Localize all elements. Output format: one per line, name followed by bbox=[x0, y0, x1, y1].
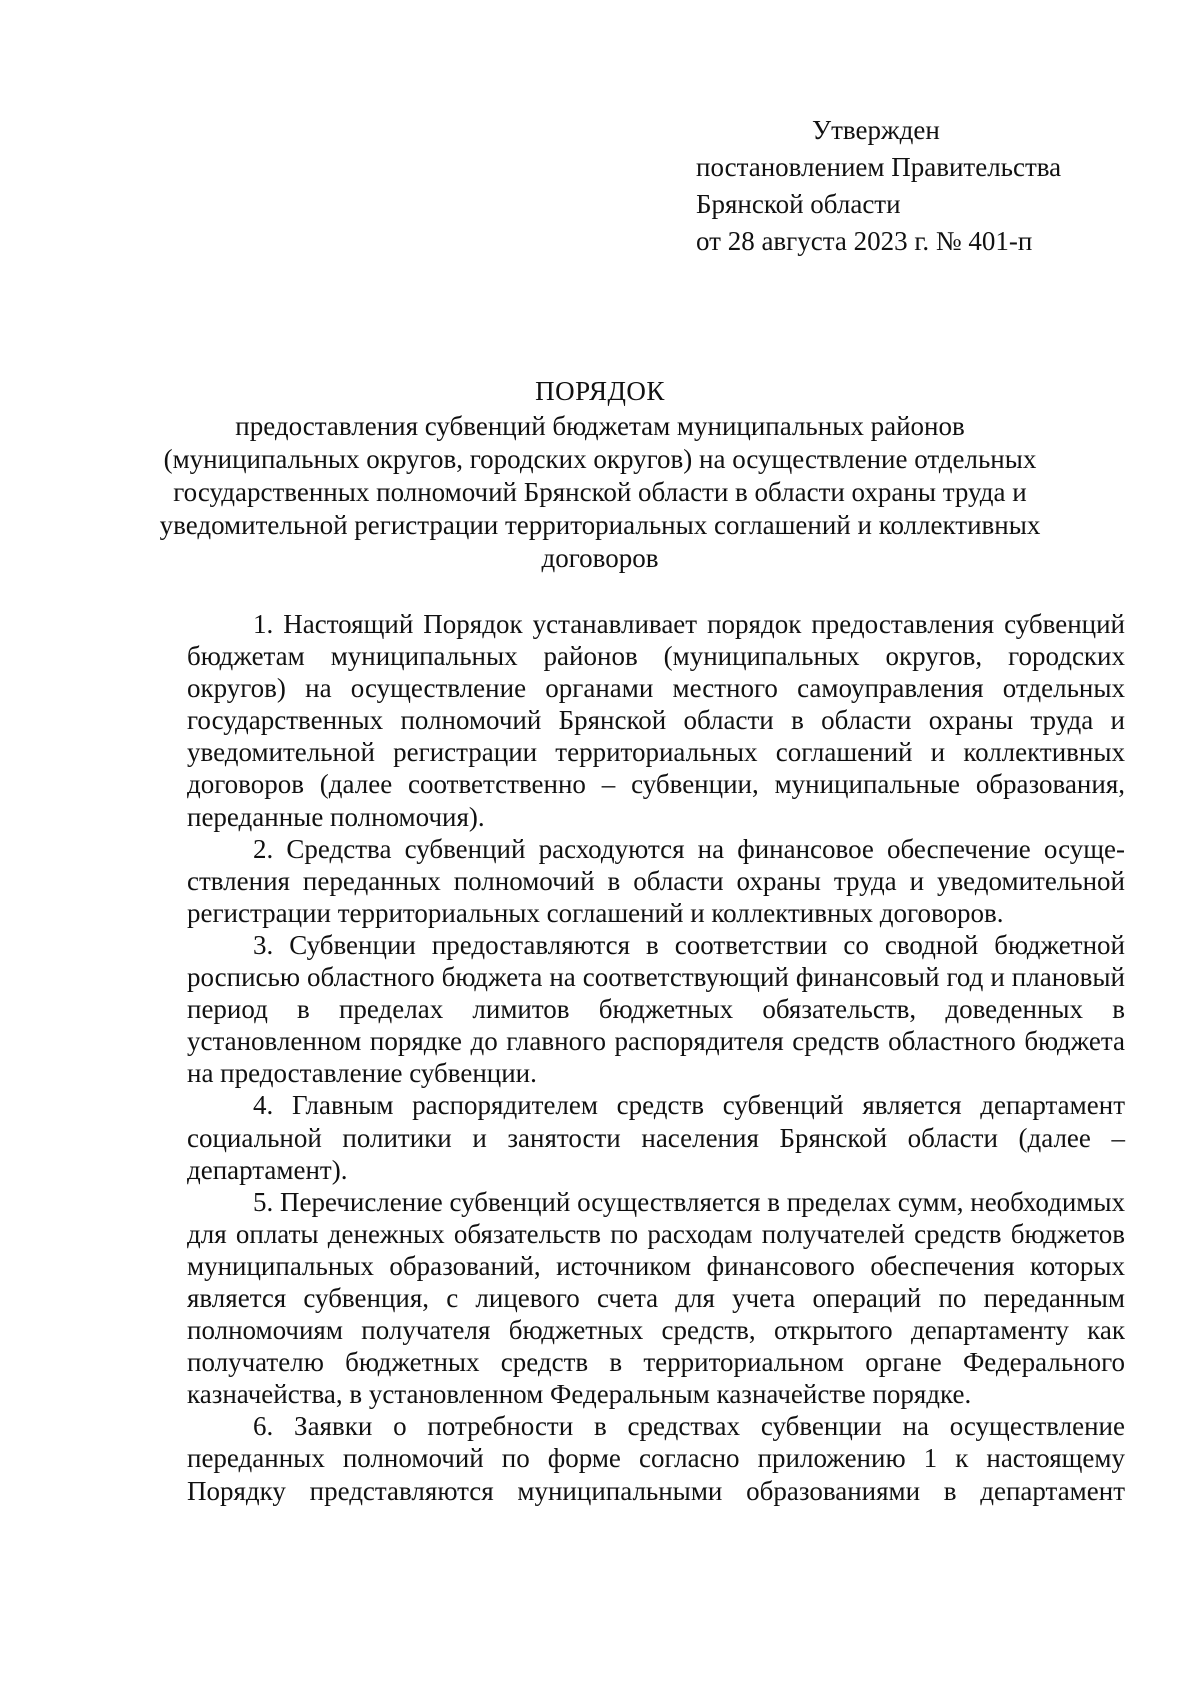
approval-stamp bbox=[696, 112, 1116, 260]
approval-heading: Утвержден bbox=[812, 115, 940, 145]
paragraph-4: 4. Главным распорядителем средств субвенций является департамент социальной политики и занятости населения Брянской области (далее – департамент). bbox=[187, 1090, 1125, 1185]
paragraph-6: 6. Заявки о потребности в средствах субвенции на осуществление переданных полномочий по форме согласно приложению 1 к настоящему Порядку представляются муниципальными образованиями в департамент bbox=[187, 1411, 1125, 1506]
approval-region-line: Брянской области bbox=[696, 189, 901, 219]
paragraph-3: 3. Субвенции предоставляются в соответствии со сводной бюджетной росписью областного бюджета на соответствующий финансовый год и плановый период в пределах лимитов бюджетных обязательств, доведенных в установленном порядке до главного распорядителя средств областного бюджета на предоставление субвенции. bbox=[187, 929, 1125, 1089]
paragraph-1: 1. Настоящий Порядок устанавливает порядок предоставления субвенций бюджетам муниципальных районов (муниципальных округов, городских округов) на осуществление органами местного самоуправления отдельных государственных полномочий Брянской области в области охраны труда и уведомительной регистрации территориальных соглашений и коллективных договоров (далее соответственно – субвенции, муниципальные образования, переданные полномочия). bbox=[187, 609, 1125, 832]
approval-decree-line: постановлением Правительства bbox=[696, 152, 1062, 182]
approval-date-number: от 28 августа 2023 г. № 401-п bbox=[696, 226, 1033, 256]
paragraph-2: 2. Средства субвенций расходуются на финансовое обеспечение осуществления переданных полномочий в области охраны труда и уведомительной регистрации территориальных соглашений и коллективных договоров. bbox=[187, 833, 1125, 928]
document-subtitle: предоставления субвенций бюджетам муниципальных районов (муниципальных округов, городских округов) на осуществление отдельных государственных полномочий Брянской области в области охраны труда и уведомительной регистрации территориальных соглашений и коллективных договоров bbox=[159, 411, 1041, 573]
document-heading bbox=[150, 374, 1050, 575]
document-body bbox=[187, 608, 1125, 1507]
paragraph-5: 5. Перечисление субвенций осуществляется в пределах сумм, необходимых для оплаты денежных обязательств по расходам получателей средств бюджетов муниципальных образований, источником финансового обеспечения которых является субвенция, с лицевого счета для учета операций по переданным полномочиям получателя бюджетных средств, открытого департаменту как получателю бюджетных средств в территориальном органе Федерального казначейства, в установленном Федеральным казначействе порядке. bbox=[187, 1186, 1125, 1410]
document-title: ПОРЯДОК bbox=[535, 376, 665, 406]
